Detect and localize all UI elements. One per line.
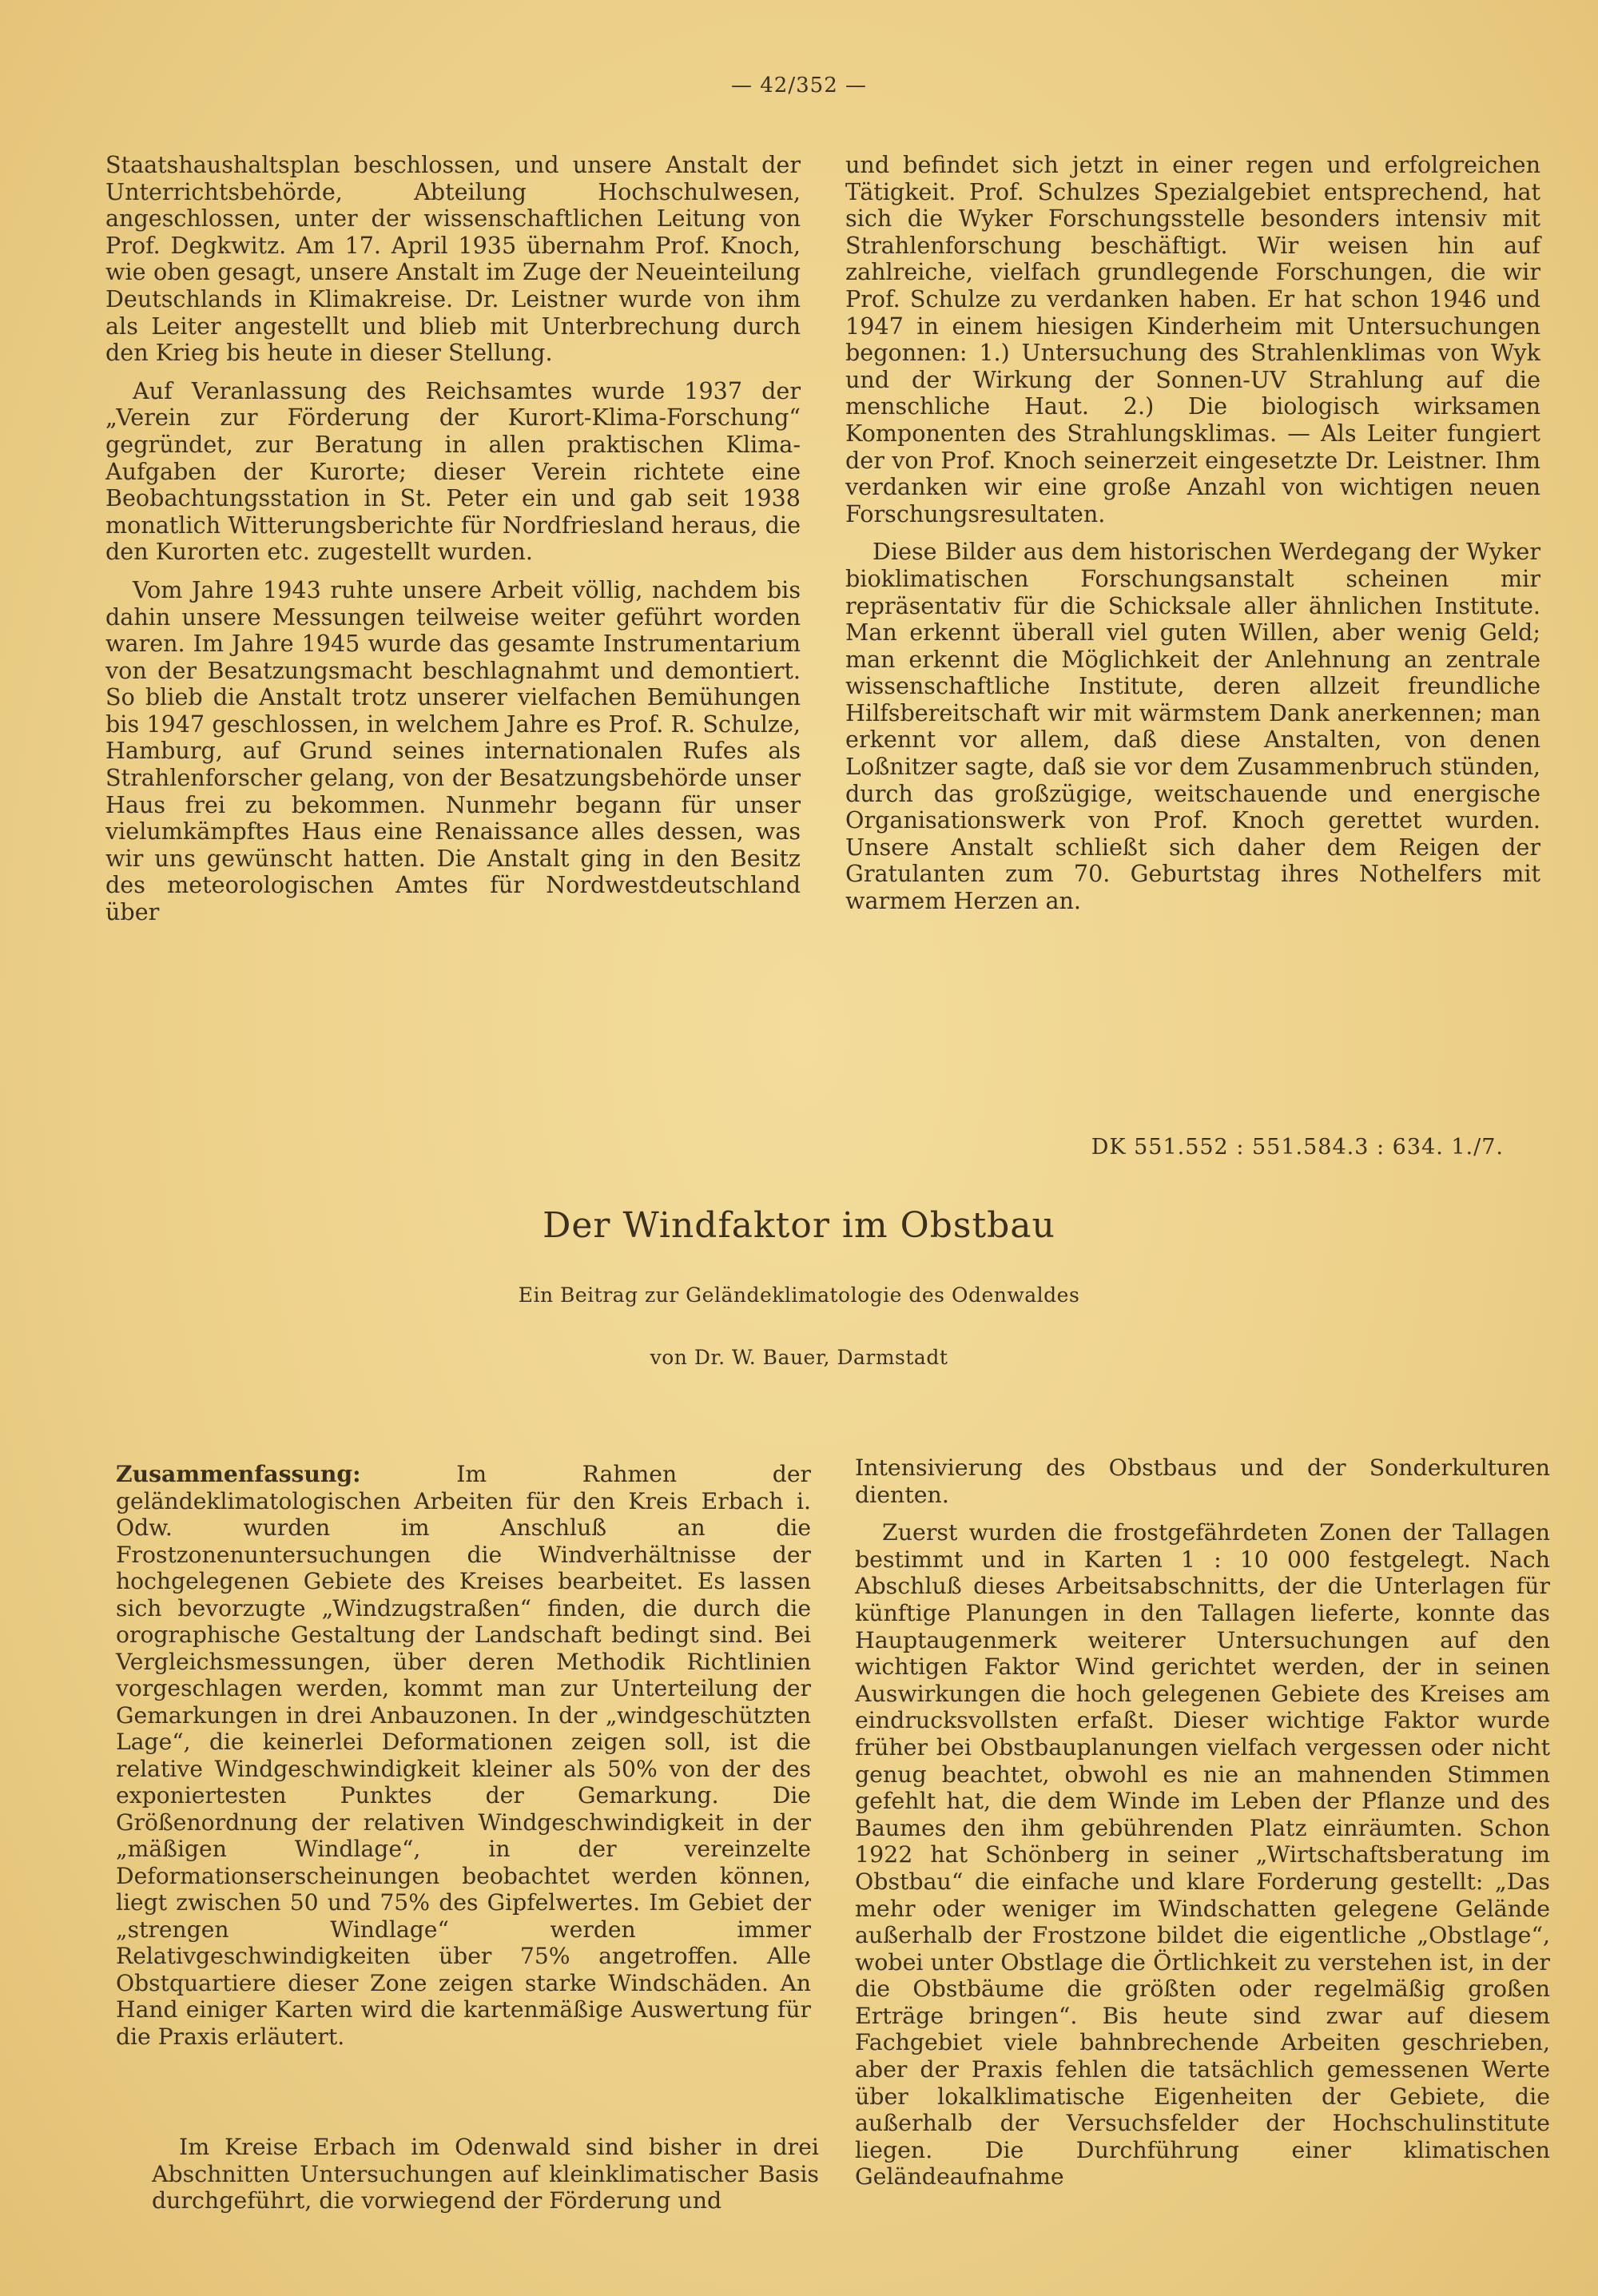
paragraph: Im Kreise Erbach im Odenwald sind bisher in drei Abschnitten Untersuchungen auf kleinklimatischer Basis durchgeführt, die vorwiegend der Förderung und (152, 2134, 819, 2214)
top-left-column (105, 152, 801, 937)
abstract-text: Im Rahmen der geländeklimatologischen Arbeiten für den Kreis Erbach i. Odw. wurden im Anschluß an die Frostzonenuntersuchungen die Windverhältnisse der hochgelegenen Gebiete des Kreises bearbeitet. Es lassen sich bevorzugte „Windzugstraßen“ finden, die durch die orographische Gestaltung der Landschaft bedingt sind. Bei Vergleichsmessungen, über deren Methodik Richtlinien vorgeschlagen werden, kommt man zur Unterteilung der Gemarkungen in drei Anbauzonen. In der „windgeschützten Lage“, die keinerlei Deformationen zeigen soll, ist die relative Windgeschwindigkeit kleiner als 50% von der des exponiertesten Punktes der Gemarkung. Die Größenordnung der relativen Windgeschwindigkeit in der „mäßigen Windlage“, in der vereinzelte Deformationserscheinungen beobachtet werden können, liegt zwischen 50 und 75% des Gipfelwertes. Im Gebiet der „strengen Windlage“ werden immer Relativgeschwindigkeiten über 75% angetroffen. Alle Obstquartiere dieser Zone zeigen starke Windschäden. An Hand einiger Karten wird die kartenmäßige Auswertung für die Praxis erläutert. (116, 1461, 811, 2050)
article-title: Der Windfaktor im Obstbau (543, 1205, 1055, 1246)
paragraph: Diese Bilder aus dem historischen Werdegang der Wyker bioklimatischen Forschungsanstalt scheinen mir repräsentativ für die Schicksale aller ähnlichen Institute. Man erkennt überall viel guten Willen, aber wenig Geld; man erkennt die Möglichkeit der Anlehnung an zentrale wissenschaftliche Institute, deren allzeit freundliche Hilfsbereitschaft wir mit wärmstem Dank anerkennen; man erkennt vor allem, daß diese Anstalten, von denen Loßnitzer sagte, daß sie vor dem Zusammenbruch stünden, durch das großzügige, weitschauende und energische Organisationswerk von Prof. Knoch gerettet wurden. Unsere Anstalt schließt sich daher dem Reigen der Gratulanten zum 70. Geburtstag ihres Nothelfers mit warmem Herzen an. (845, 538, 1540, 915)
paragraph: und befindet sich jetzt in einer regen und erfolgreichen Tätigkeit. Prof. Schulzes Spezialgebiet entsprechend, hat sich die Wyker Forschungsstelle besonders intensiv mit Strahlenforschung beschäftigt. Wir weisen hin auf zahlreiche, vielfach grundlegende Forschungen, die wir Prof. Schulze zu verdanken haben. Er hat schon 1946 und 1947 in einem hiesigen Kinderheim mit Untersuchungen begonnen: 1.) Untersuchung des Strahlenklimas von Wyk und der Wirkung der Sonnen-UV Strahlung auf die menschliche Haut. 2.) Die biologisch wirksamen Komponenten des Strahlungsklimas. — Als Leiter fungiert der von Prof. Knoch seinerzeit eingesetzte Dr. Leistner. Ihm verdanken wir eine große Anzahl von wichtigen neuen Forschungsresultaten. (845, 151, 1540, 527)
abstract-label: Zusammenfassung: (116, 1461, 361, 1487)
article-author: von Dr. W. Bauer, Darmstadt (650, 1346, 948, 1369)
bottom-left-column (152, 2134, 819, 2226)
article-subtitle: Ein Beitrag zur Geländeklimatologie des Odenwaldes (518, 1283, 1080, 1307)
paragraph: Intensivierung des Obstbaus und der Sonderkulturen dienten. (855, 1454, 1550, 1508)
bottom-right-column (855, 1454, 1550, 2202)
paragraph: Vom Jahre 1943 ruhte unsere Arbeit völlig, nachdem bis dahin unsere Messungen teilweise weiter geführt worden waren. Im Jahre 1945 wurde das gesamte Instrumentarium von der Besatzungsmacht beschlagnahmt und demontiert. So blieb die Anstalt trotz unserer vielfachen Bemühungen bis 1947 geschlossen, in welchem Jahre es Prof. R. Schulze, Hamburg, auf Grund seines internationalen Rufes als Strahlenforscher gelang, von der Besatzungsbehörde unser Haus frei zu bekommen. Nunmehr begann für unser vielumkämpftes Haus eine Renaissance alles dessen, was wir uns gewünscht hatten. Die Anstalt ging in den Besitz des meteorologischen Amtes für Nordwestdeutschland über (105, 575, 801, 926)
page-number: — 42/352 — (731, 74, 867, 97)
paragraph: Auf Veranlassung des Reichsamtes wurde 1937 der „Verein zur Förderung der Kurort-Klima-Forschung“ gegründet, zur Beratung in allen praktischen Klima-Aufgaben der Kurorte; dieser Verein richtete eine Beobachtungsstation in St. Peter ein und gab seit 1938 monatlich Witterungsberichte für Nordfriesland heraus, die den Kurorten etc. zugestellt wurden. (105, 376, 801, 566)
dk-classification: DK 551.552 : 551.584.3 : 634. 1./7. (1091, 1135, 1504, 1160)
abstract (116, 1461, 811, 2050)
paragraph: Staatshaushaltsplan beschlossen, und unsere Anstalt der Unterrichtsbehörde, Abteilung Hochschulwesen, angeschlossen, unter der wissenschaftlichen Leitung von Prof. Degkwitz. Am 17. April 1935 übernahm Prof. Knoch, wie oben gesagt, unsere Anstalt im Zuge der Neueinteilung Deutschlands in Klimakreise. Dr. Leistner wurde von ihm als Leiter angestellt und blieb mit Unterbrechung durch den Krieg bis heute in dieser Stellung. (105, 151, 801, 367)
paragraph: Zuerst wurden die frostgefährdeten Zonen der Tallagen bestimmt und in Karten 1 : 10 000 festgelegt. Nach Abschluß dieses Arbeitsabschnitts, der die Unterlagen für künftige Planungen in den Tallagen lieferte, konnte das Hauptaugenmerk weiterer Untersuchungen auf den wichtigen Faktor Wind gerichtet werden, der in seinen Auswirkungen die hoch gelegenen Gebiete des Kreises am eindrucksvollsten erfaßt. Dieser wichtige Faktor wurde früher bei Obstbauplanungen vielfach vergessen oder nicht genug beachtet, obwohl es nie an mahnenden Stimmen gefehlt hat, die dem Winde im Leben der Pflanze und des Baumes den ihm gebührenden Platz einräumten. Schon 1922 hat Schönberg in seiner „Wirtschaftsberatung im Obstbau“ die einfache und klare Forderung gestellt: „Das mehr oder weniger im Windschatten gelegene Gelände außerhalb der Frostzone bildet die eigentliche „Obstlage“, wobei unter Obstlage die Örtlichkeit zu verstehen ist, in der die Obstbäume die größten oder regelmäßig großen Erträge bringen“. Bis heute sind zwar auf diesem Fachgebiet viele bahnbrechende Arbeiten geschrieben, aber der Praxis fehlen die tatsächlich gemessenen Werte über lokalklimatische Eigenheiten der Gebiete, die außerhalb der Versuchsfelder der Hochschulinstitute liegen. Die Durchführung einer klimatischen Geländeaufnahme (855, 1519, 1550, 2191)
top-right-column (845, 152, 1540, 926)
